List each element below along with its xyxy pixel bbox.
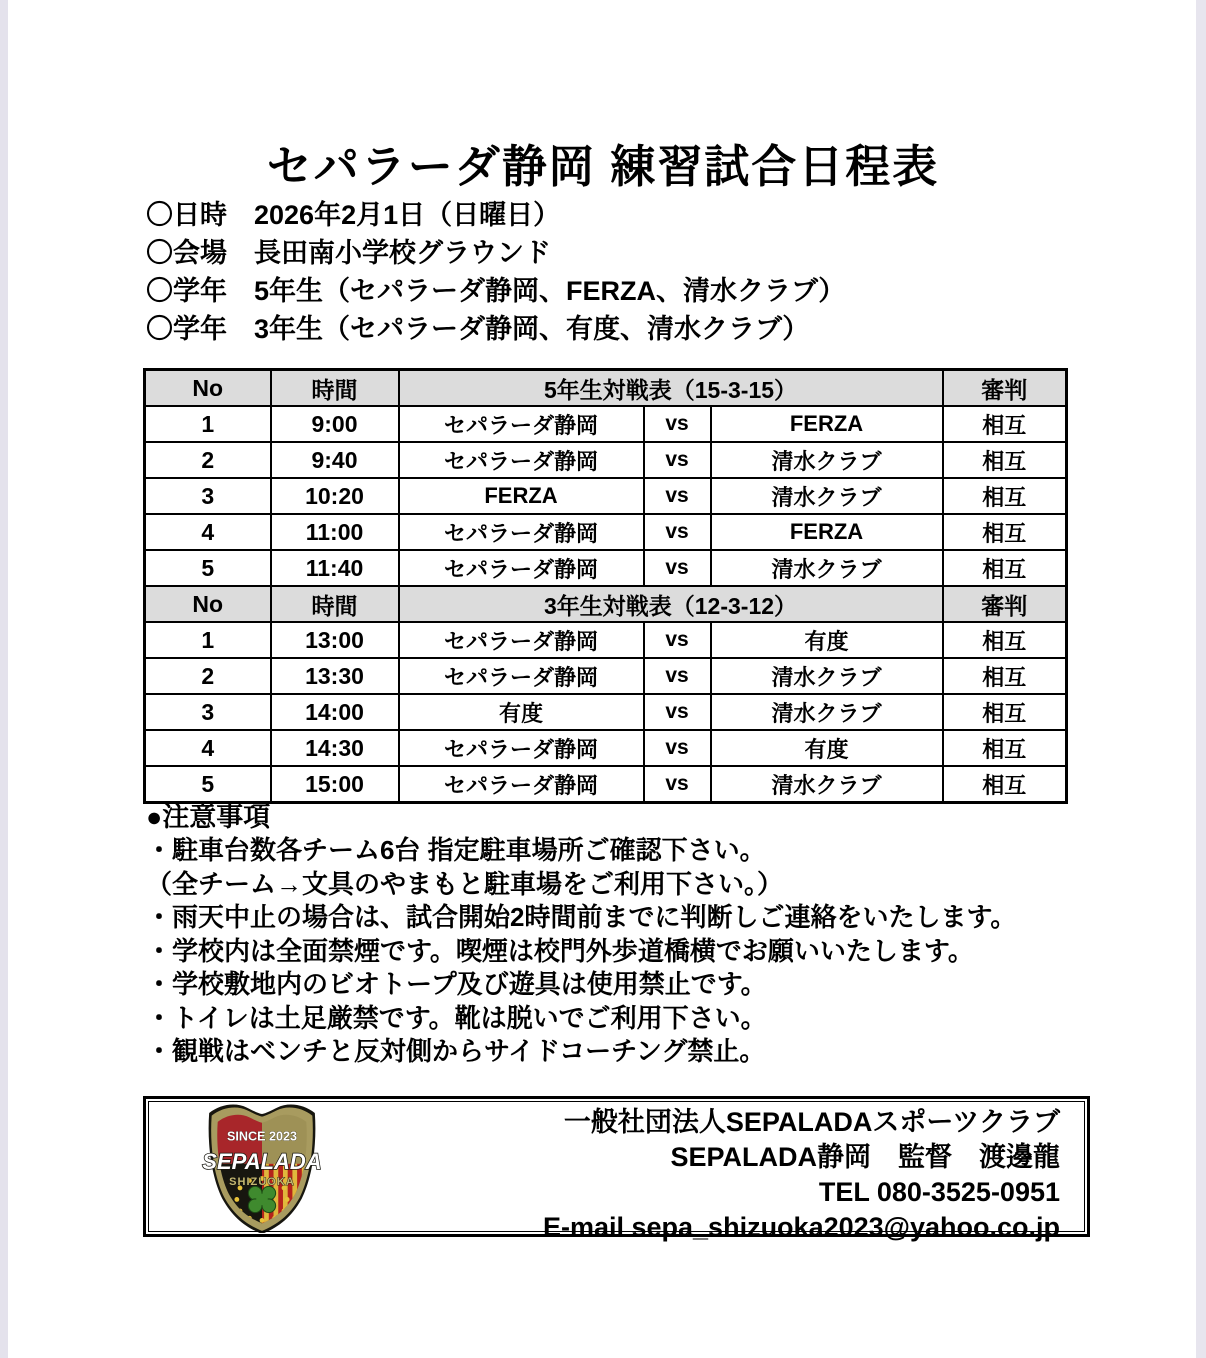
match-away-team: 清水クラブ (711, 550, 943, 586)
section-grade3 (145, 586, 1067, 803)
footer-contact-line: TEL 080-3525-0951 (818, 1177, 1060, 1207)
match-vs-label: vs (644, 442, 711, 478)
match-row (145, 730, 1067, 766)
match-no: 5 (145, 766, 271, 803)
match-time: 9:00 (271, 406, 399, 442)
match-row (145, 442, 1067, 478)
col-header-time: 時間 (271, 370, 399, 407)
match-no: 3 (145, 694, 271, 730)
match-vs-label: vs (644, 478, 711, 514)
col-header-no: No (145, 586, 271, 622)
note-item: ・学校敷地内のビオトープ及び遊具は使用禁止です。 (146, 969, 767, 999)
match-referee: 相互 (943, 622, 1067, 658)
match-home-team: セパラーダ静岡 (399, 730, 644, 766)
info-line: 〇学年 3年生（セパラーダ静岡、有度、清水クラブ） (146, 314, 810, 344)
section-header-row (145, 370, 1067, 407)
notes-list (146, 834, 1016, 1069)
footer-contact-lines (543, 1105, 1060, 1245)
match-time: 15:00 (271, 766, 399, 803)
match-away-team: 清水クラブ (711, 658, 943, 694)
match-referee: 相互 (943, 406, 1067, 442)
match-row (145, 406, 1067, 442)
logo-name-text: SEPALADA (202, 1149, 322, 1175)
match-referee: 相互 (943, 766, 1067, 803)
photo-edge-left (0, 0, 8, 1358)
match-away-team: 有度 (711, 622, 943, 658)
match-row (145, 478, 1067, 514)
match-home-team: FERZA (399, 478, 644, 514)
notes-heading: ●注意事項 (146, 802, 271, 832)
match-away-team: 有度 (711, 730, 943, 766)
match-home-team: 有度 (399, 694, 644, 730)
match-home-team: セパラーダ静岡 (399, 442, 644, 478)
match-referee: 相互 (943, 442, 1067, 478)
section-grade5 (145, 370, 1067, 587)
match-referee: 相互 (943, 550, 1067, 586)
note-item: ・雨天中止の場合は、試合開始2時間前までに判断しご連絡をいたします。 (146, 902, 1017, 932)
match-referee: 相互 (943, 694, 1067, 730)
match-row (145, 550, 1067, 586)
section-title: 5年生対戦表（15-3-15） (399, 370, 943, 407)
info-line: 〇学年 5年生（セパラーダ静岡、FERZA、清水クラブ） (146, 276, 846, 306)
match-no: 4 (145, 514, 271, 550)
match-row (145, 766, 1067, 803)
footer-contact-box (143, 1096, 1090, 1242)
section-header-row (145, 586, 1067, 622)
match-no: 2 (145, 658, 271, 694)
match-row (145, 658, 1067, 694)
match-home-team: セパラーダ静岡 (399, 514, 644, 550)
match-referee: 相互 (943, 514, 1067, 550)
photo-edge-right (1196, 0, 1206, 1358)
match-no: 5 (145, 550, 271, 586)
match-away-team: FERZA (711, 514, 943, 550)
match-vs-label: vs (644, 514, 711, 550)
match-time: 13:00 (271, 622, 399, 658)
match-time: 9:40 (271, 442, 399, 478)
page-title: セパラーダ静岡 練習試合日程表 (266, 141, 940, 193)
match-vs-label: vs (644, 694, 711, 730)
col-header-referee: 審判 (943, 586, 1067, 622)
match-time: 11:40 (271, 550, 399, 586)
info-line: 〇会場 長田南小学校グラウンド (146, 238, 551, 268)
match-no: 2 (145, 442, 271, 478)
match-vs-label: vs (644, 730, 711, 766)
schedule-table (143, 368, 1068, 804)
match-row (145, 622, 1067, 658)
match-referee: 相互 (943, 478, 1067, 514)
match-time: 13:30 (271, 658, 399, 694)
match-home-team: セパラーダ静岡 (399, 550, 644, 586)
match-row (145, 694, 1067, 730)
sepalada-club-logo (201, 1103, 323, 1233)
logo-region-text: SHIZUOKA (229, 1175, 295, 1188)
match-vs-label: vs (644, 550, 711, 586)
match-home-team: セパラーダ静岡 (399, 658, 644, 694)
col-header-no: No (145, 370, 271, 407)
match-no: 3 (145, 478, 271, 514)
match-row (145, 514, 1067, 550)
match-home-team: セパラーダ静岡 (399, 766, 644, 803)
footer-contact-line: SEPALADA静岡 監督 渡邊龍 (670, 1142, 1060, 1172)
match-away-team: 清水クラブ (711, 442, 943, 478)
footer-contact-line: 一般社団法人SEPALADAスポーツクラブ (563, 1107, 1060, 1137)
col-header-time: 時間 (271, 586, 399, 622)
match-vs-label: vs (644, 766, 711, 803)
schedule-area (143, 368, 1068, 804)
match-away-team: 清水クラブ (711, 766, 943, 803)
section-title: 3年生対戦表（12-3-12） (399, 586, 943, 622)
match-away-team: FERZA (711, 406, 943, 442)
match-time: 11:00 (271, 514, 399, 550)
match-referee: 相互 (943, 730, 1067, 766)
match-home-team: セパラーダ静岡 (399, 622, 644, 658)
match-time: 14:00 (271, 694, 399, 730)
info-line: 〇日時 2026年2月1日（日曜日） (146, 200, 561, 230)
match-no: 4 (145, 730, 271, 766)
note-item: （全チーム→文具のやまもと駐車場をご利用下さい。） (146, 868, 784, 899)
match-away-team: 清水クラブ (711, 478, 943, 514)
match-no: 1 (145, 622, 271, 658)
match-vs-label: vs (644, 406, 711, 442)
match-referee: 相互 (943, 658, 1067, 694)
match-vs-label: vs (644, 658, 711, 694)
note-item: ・駐車台数各チーム6台 指定駐車場所ご確認下さい。 (146, 835, 766, 865)
match-no: 1 (145, 406, 271, 442)
footer-contact-line: E-mail sepa_shizuoka2023@yahoo.co.jp (542, 1212, 1060, 1242)
event-info (146, 196, 845, 348)
note-item: ・トイレは土足厳禁です。靴は脱いでご利用下さい。 (146, 1002, 767, 1033)
match-home-team: セパラーダ静岡 (399, 406, 644, 442)
match-away-team: 清水クラブ (711, 694, 943, 730)
note-item: ・観戦はベンチと反対側からサイドコーチング禁止。 (146, 1036, 766, 1066)
notes-section (146, 800, 1016, 1069)
match-vs-label: vs (644, 622, 711, 658)
match-time: 14:30 (271, 730, 399, 766)
col-header-referee: 審判 (943, 370, 1067, 407)
match-time: 10:20 (271, 478, 399, 514)
note-item: ・学校内は全面禁煙です。喫煙は校門外歩道橋横でお願いいたします。 (146, 935, 974, 966)
logo-since-text: SINCE 2023 (227, 1129, 297, 1144)
